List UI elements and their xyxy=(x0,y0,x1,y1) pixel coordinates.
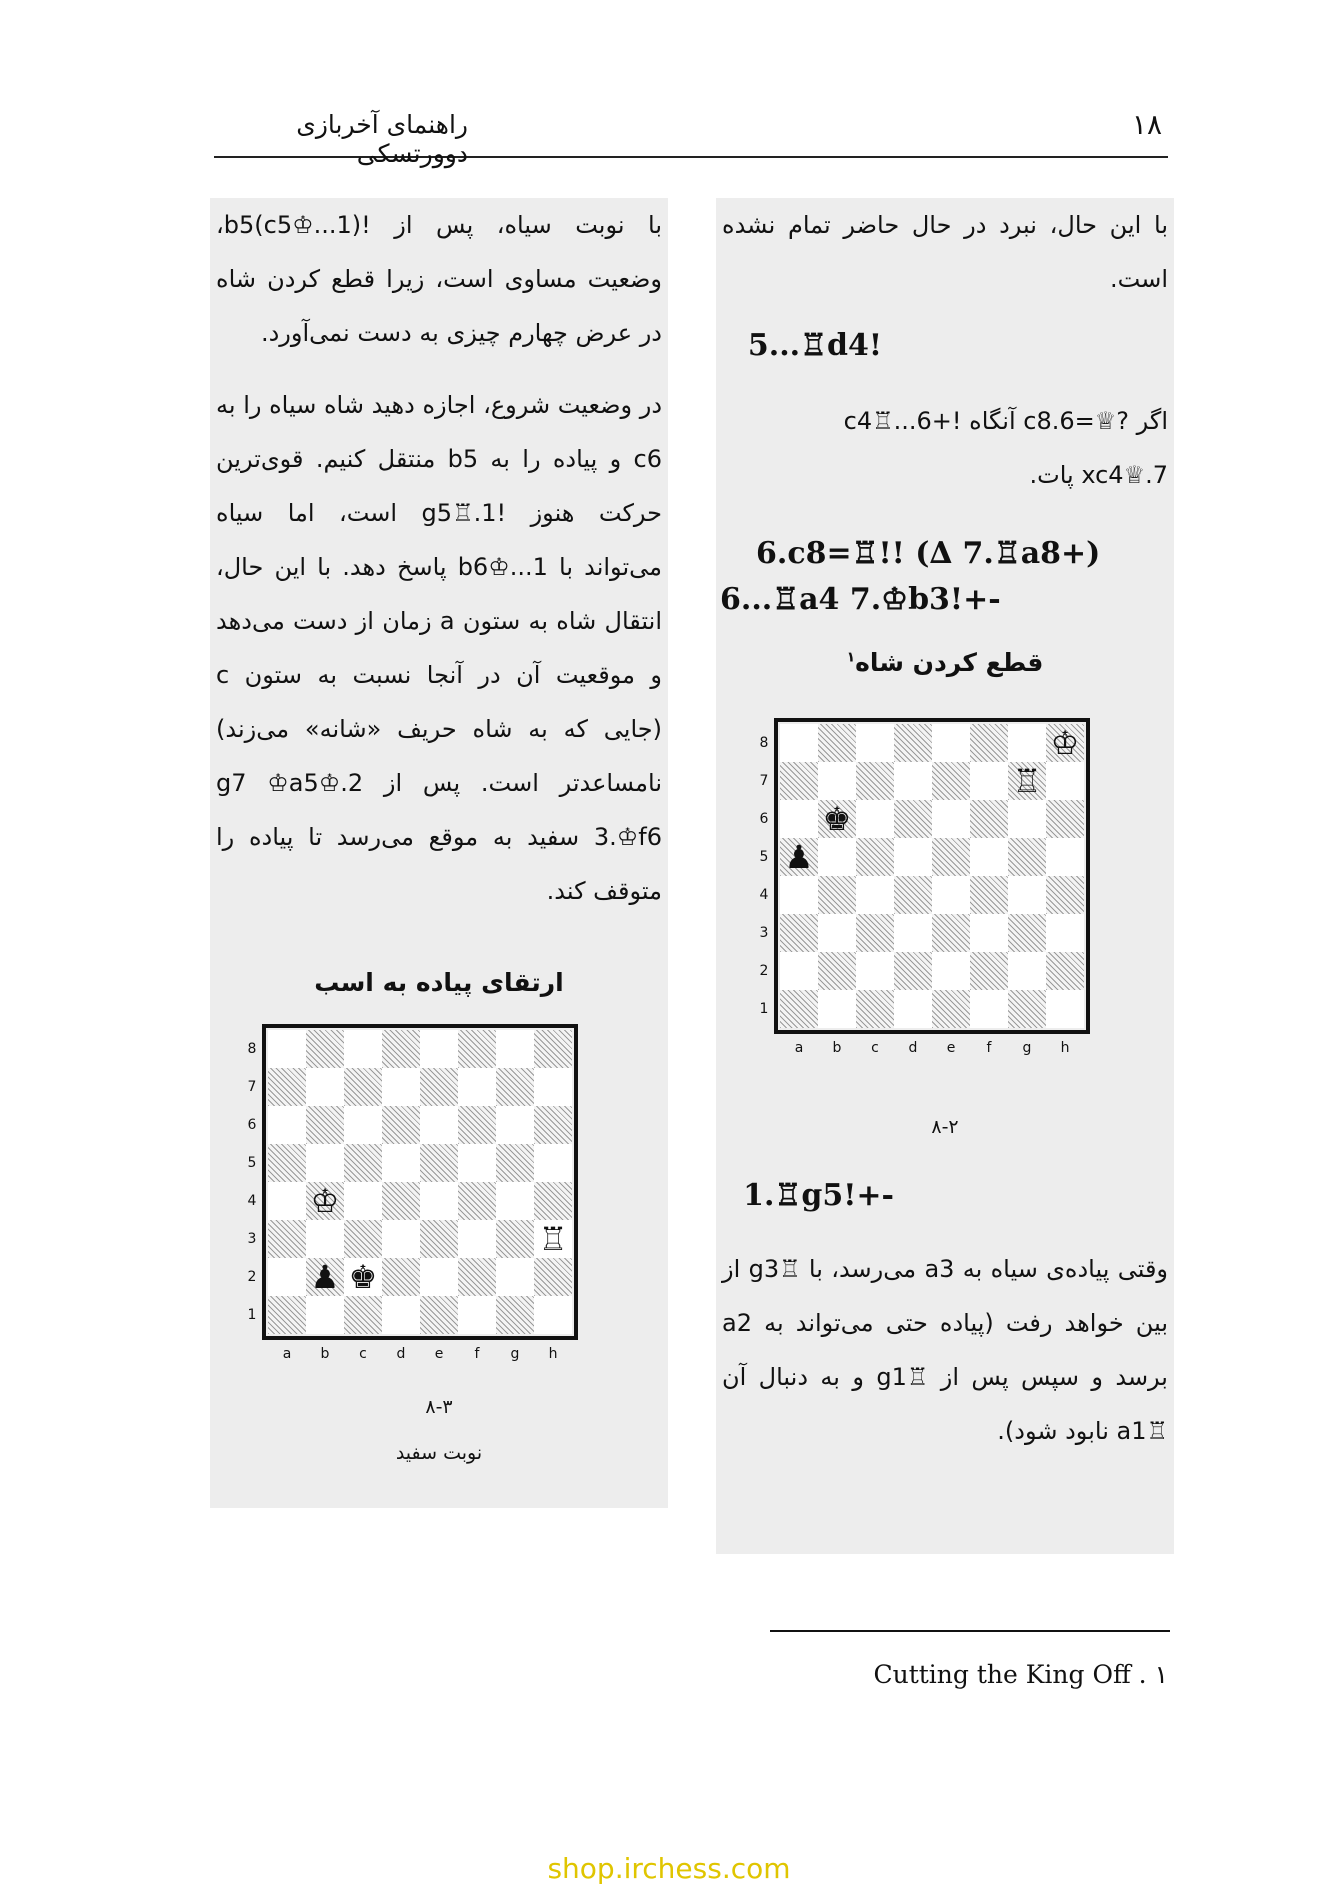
rank-label: 8 xyxy=(247,1041,257,1057)
file-label: e xyxy=(946,1040,956,1056)
board-square xyxy=(970,990,1008,1028)
move-line: 1.♖g5!+- xyxy=(743,1178,894,1213)
chess-piece: ♔ xyxy=(310,1182,340,1220)
board-square xyxy=(496,1220,534,1258)
board-square xyxy=(496,1296,534,1334)
rank-label: 1 xyxy=(759,1001,769,1017)
board-square xyxy=(458,1296,496,1334)
board-square xyxy=(534,1296,572,1334)
board-square xyxy=(306,1030,344,1068)
board-square xyxy=(306,1144,344,1182)
board-square xyxy=(306,1068,344,1106)
board-square xyxy=(420,1144,458,1182)
board-square xyxy=(1046,762,1084,800)
board-square xyxy=(856,876,894,914)
board-square xyxy=(856,914,894,952)
section-heading xyxy=(716,648,1174,677)
board-square xyxy=(382,1258,420,1296)
board-square xyxy=(306,1220,344,1258)
board-square xyxy=(534,1144,572,1182)
board-square xyxy=(534,1258,572,1296)
board-square xyxy=(458,1258,496,1296)
rank-label: 4 xyxy=(247,1193,257,1209)
board-square xyxy=(268,1182,306,1220)
board-square xyxy=(268,1030,306,1068)
board-square xyxy=(420,1106,458,1144)
board-square xyxy=(534,1182,572,1220)
board-square xyxy=(344,1220,382,1258)
board-square xyxy=(1046,876,1084,914)
board-square xyxy=(306,1296,344,1334)
board-square xyxy=(1008,800,1046,838)
board-square xyxy=(780,990,818,1028)
board-square xyxy=(1008,876,1046,914)
board-square xyxy=(780,762,818,800)
board-square xyxy=(894,800,932,838)
board-square xyxy=(932,990,970,1028)
board-square xyxy=(932,762,970,800)
body-paragraph: با نوبت سیاه، پس از !(1...♔b5(c5، وضعیت مساوی است، زیرا قطع کردن شاه در عرض چهارم چیزی به دست نمی‌آورد. xyxy=(216,211,662,347)
board-square xyxy=(382,1296,420,1334)
file-label: g xyxy=(510,1346,520,1362)
board-square xyxy=(780,914,818,952)
chess-diagram xyxy=(756,718,1096,1078)
board-square xyxy=(458,1220,496,1258)
board-square xyxy=(344,1106,382,1144)
heading-text: قطع کردن شاه xyxy=(855,648,1044,677)
book-title: راهنمای آخربازی دوورتسکی xyxy=(296,110,468,168)
board-square xyxy=(306,1106,344,1144)
board-square xyxy=(818,990,856,1028)
file-label: a xyxy=(282,1346,292,1362)
file-label: b xyxy=(832,1040,842,1056)
board-square xyxy=(268,1068,306,1106)
board-square xyxy=(780,800,818,838)
board-square xyxy=(970,838,1008,876)
chess-piece: ♟ xyxy=(310,1258,340,1296)
board-square xyxy=(856,724,894,762)
rank-label: 3 xyxy=(247,1231,257,1247)
board-square xyxy=(1008,990,1046,1028)
rank-label: 7 xyxy=(247,1079,257,1095)
file-label: g xyxy=(1022,1040,1032,1056)
board-square xyxy=(496,1144,534,1182)
board-square xyxy=(894,724,932,762)
chess-diagram xyxy=(244,1024,584,1384)
rank-label: 8 xyxy=(759,735,769,751)
board-square xyxy=(382,1068,420,1106)
board-square xyxy=(496,1258,534,1296)
diagram-label: ۸-۲ xyxy=(931,1116,959,1138)
file-label: c xyxy=(359,1346,367,1362)
diagram-caption: نوبت سفید xyxy=(395,1442,483,1464)
board-square xyxy=(894,952,932,990)
board-square xyxy=(268,1296,306,1334)
watermark: shop.irchess.com xyxy=(547,1852,791,1885)
board-square xyxy=(268,1106,306,1144)
board-square xyxy=(856,762,894,800)
body-paragraph: در وضعیت شروع، اجازه دهید شاه سیاه را به c6 و پیاده را به b5 منتقل کنیم. قوی‌ترین حرکت هنوز !1.♖g5 است، اما سیاه می‌تواند با 1...♔b6 پاسخ دهد. با این حال، انتقال شاه به ستون a زمان از دست می‌دهد و موقعیت آن در آنجا نسبت به ستون c (جایی که به شاه حریف «شانه» می‌زند) نامساعدتر است. پس از 2.♔g7 ♔a5 3.♔f6 سفید به موقع می‌رسد تا پیاده را متوقف کند. xyxy=(216,391,663,905)
board-square xyxy=(382,1030,420,1068)
right-column xyxy=(716,198,1174,1554)
board-square xyxy=(496,1068,534,1106)
board-square xyxy=(344,1182,382,1220)
board-square xyxy=(458,1030,496,1068)
board-square xyxy=(780,724,818,762)
variation-text: اگر ?♕=6.c8 آنگاه !+6...♖c4 xyxy=(843,407,1168,435)
diagram-label: ۸-۳ xyxy=(425,1396,453,1418)
file-label: e xyxy=(434,1346,444,1362)
board-square xyxy=(932,800,970,838)
board-square xyxy=(780,876,818,914)
rank-label: 1 xyxy=(247,1307,257,1323)
board-square xyxy=(970,724,1008,762)
file-label: h xyxy=(1060,1040,1070,1056)
board-square xyxy=(420,1068,458,1106)
board-square xyxy=(894,838,932,876)
board-square xyxy=(970,876,1008,914)
page-header xyxy=(214,100,1168,168)
rank-label: 7 xyxy=(759,773,769,789)
board-square xyxy=(818,724,856,762)
footnote: Cutting the King Off . ۱ xyxy=(873,1660,1168,1689)
board-square xyxy=(856,990,894,1028)
board-square xyxy=(818,952,856,990)
board-square xyxy=(496,1182,534,1220)
chess-piece: ♔ xyxy=(1050,724,1080,762)
move-line: 5...♖d4! xyxy=(747,328,882,363)
board-square xyxy=(970,914,1008,952)
board-square xyxy=(1008,724,1046,762)
board-square xyxy=(932,838,970,876)
move-line: 6.c8=♖!! (∆ 7.♖a8+) xyxy=(756,536,1101,571)
left-column xyxy=(210,198,668,1508)
body-paragraph: وقتی پیاده‌ی سیاه به a3 می‌رسد، با ♖g3 از بین خواهد رفت (پیاده حتی می‌تواند به a2 برسد و سپس پس از ♖g1 و به دنبال آن ♖a1 نابود شود). xyxy=(722,1255,1169,1445)
board-square xyxy=(1008,952,1046,990)
file-label: b xyxy=(320,1346,330,1362)
board-square xyxy=(856,838,894,876)
rank-label: 6 xyxy=(759,811,769,827)
board-square xyxy=(818,914,856,952)
board-square xyxy=(268,1220,306,1258)
board-square xyxy=(1046,914,1084,952)
board-square xyxy=(894,990,932,1028)
board-square xyxy=(932,876,970,914)
file-label: d xyxy=(396,1346,406,1362)
board-square xyxy=(894,876,932,914)
chess-piece: ♚ xyxy=(822,800,852,838)
file-label: h xyxy=(548,1346,558,1362)
file-label: a xyxy=(794,1040,804,1056)
board-square xyxy=(420,1296,458,1334)
rank-label: 4 xyxy=(759,887,769,903)
board-square xyxy=(1008,914,1046,952)
board-square xyxy=(818,876,856,914)
rank-label: 2 xyxy=(759,963,769,979)
board-square xyxy=(344,1030,382,1068)
board-square xyxy=(970,762,1008,800)
board-square xyxy=(894,762,932,800)
board-square xyxy=(1046,838,1084,876)
board-square xyxy=(496,1030,534,1068)
chess-piece: ♚ xyxy=(348,1258,378,1296)
board-square xyxy=(534,1068,572,1106)
board-square xyxy=(1046,952,1084,990)
board-square xyxy=(458,1182,496,1220)
rank-label: 5 xyxy=(247,1155,257,1171)
board-square xyxy=(344,1144,382,1182)
rank-label: 5 xyxy=(759,849,769,865)
file-label: d xyxy=(908,1040,918,1056)
board-square xyxy=(1008,838,1046,876)
board-square xyxy=(458,1068,496,1106)
move-line: 6...♖a4 7.♔b3!+- xyxy=(720,582,1001,617)
board-square xyxy=(970,800,1008,838)
chess-piece: ♖ xyxy=(538,1220,568,1258)
board-square xyxy=(382,1220,420,1258)
board-square xyxy=(268,1258,306,1296)
board-square xyxy=(420,1030,458,1068)
board-square xyxy=(1046,990,1084,1028)
board-square xyxy=(856,952,894,990)
board-square xyxy=(534,1106,572,1144)
board-square xyxy=(932,724,970,762)
board-square xyxy=(420,1258,458,1296)
board-square xyxy=(382,1106,420,1144)
board-square xyxy=(780,952,818,990)
board-square xyxy=(534,1030,572,1068)
board-square xyxy=(932,952,970,990)
intro-text: با این حال، نبرد در حال حاضر تمام نشده است. xyxy=(722,211,1168,293)
file-label: c xyxy=(871,1040,879,1056)
chess-piece: ♖ xyxy=(1012,762,1042,800)
chess-piece: ♟ xyxy=(784,838,814,876)
rank-label: 6 xyxy=(247,1117,257,1133)
variation-text: 7.♕xc4 پات. xyxy=(1029,461,1168,489)
board-square xyxy=(420,1220,458,1258)
page-number: ۱۸ xyxy=(1131,108,1162,141)
board-square xyxy=(344,1296,382,1334)
rank-label: 2 xyxy=(247,1269,257,1285)
board-square xyxy=(1046,800,1084,838)
board-square xyxy=(344,1068,382,1106)
board-square xyxy=(970,952,1008,990)
board-square xyxy=(894,914,932,952)
board-square xyxy=(458,1144,496,1182)
board-square xyxy=(458,1106,496,1144)
board-square xyxy=(420,1182,458,1220)
rank-label: 3 xyxy=(759,925,769,941)
board-square xyxy=(382,1182,420,1220)
board-square xyxy=(818,762,856,800)
board-square xyxy=(818,838,856,876)
board-square xyxy=(382,1144,420,1182)
footnote-mark: ۱ xyxy=(846,649,856,666)
footnote-divider xyxy=(770,1630,1170,1632)
file-label: f xyxy=(474,1346,480,1362)
board-square xyxy=(856,800,894,838)
section-heading: ارتقای پیاده به اسب xyxy=(314,968,564,997)
file-label: f xyxy=(986,1040,992,1056)
board-square xyxy=(268,1144,306,1182)
board-square xyxy=(932,914,970,952)
board-square xyxy=(496,1106,534,1144)
